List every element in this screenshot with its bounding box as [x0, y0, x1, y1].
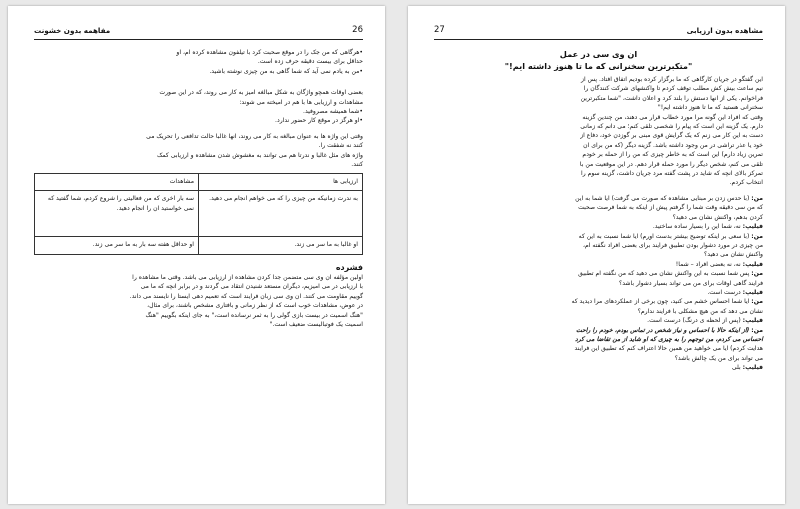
intro-line: نیم ساعت بیش کش مطلب توقف کردم تا واکنشهای شرکت کنندگان را: [583, 85, 763, 93]
dialogue-line: [434, 297, 763, 306]
intro-line: وقتی که افراد این گونه مرا مورد خطاب قرار می دهند، من چندین گزینه: [582, 113, 763, 121]
intro-line: تمرکز بالای انچه که شاید در پشت گفته مرد جریان داشت، گزینه سوم را: [581, 170, 763, 178]
table-cell: به ندرت زمانیکه من چیزی را که می خواهم انجام می دهید.: [199, 191, 363, 237]
dialogue-text: فرایند گاهی اوقات برای من می تواند بسیار دشوار باشد؟: [619, 279, 763, 287]
speaker-label: فیلیپ:: [742, 260, 763, 268]
dialogue-text: واکنش نشان می دهید؟: [704, 251, 763, 259]
table-cell: او حداقل هفته سه بار به ما سر می زند.: [35, 237, 199, 255]
dialogue-text: (با حدس زدن بر مبنایی مشاهده که صورت می گرفت) ایا شما به این: [575, 194, 750, 202]
dialogue-text: نه، نه بعضی افراد – شما!: [675, 260, 741, 268]
dialogue-line: [434, 335, 763, 344]
dialogue-line: [434, 288, 763, 297]
table-cell: سه بار اخری که من فعالیتی را شروع کردم، شما گفتید که نمی خواستید ان را انجام دهید.: [35, 191, 199, 237]
intro-line: تلقی می کنم، شخص دیگر را مورد حمله قرار دهم. در این موقعیت من با: [579, 160, 763, 168]
left-page-number: 26: [352, 25, 363, 35]
intro-line: دارم. یک گزینه این است که پیام را شخصی تلقی کنم؛ می دانم که زمانی: [580, 123, 763, 131]
bullet-line: •هرگاهی که من جک را در موقع صحبت کرد با تیلفون مشاهده کرده ام، او: [176, 49, 363, 56]
dialogue-line: [434, 250, 763, 259]
dialogue-line: [434, 316, 763, 325]
table-row: [35, 237, 363, 255]
paragraph-line: وقتی این واژه ها به عنوان مبالغه به کار می روند، انها غالبا حالت تدافعی را تحریک می: [146, 132, 363, 140]
table-row: [35, 191, 363, 237]
intro-line: تمرین زیاد دارم) این است که به خاطر چیزی که من را از حمله بر خودم: [582, 151, 763, 159]
bullet-line: حداقل برای بیست دقیقه حرف زده است.: [257, 58, 363, 66]
dialogue-text: بلی: [731, 364, 741, 372]
dialogue-text: می تواند برای من یک چالش باشد؟: [674, 354, 763, 362]
paragraph-line: مشاهدات و ارزیابی ها با هم در امیخته می شوند:: [239, 98, 363, 106]
left-page-body: [34, 48, 363, 329]
chapter-subtitle: ان وی سی در عمل: [559, 49, 638, 59]
right-page: [408, 6, 785, 504]
dialogue-line: [434, 307, 763, 316]
comparison-table: [34, 173, 363, 255]
dialogue-text: کردن بدهم، واکنش نشان می دهید؟: [672, 213, 763, 221]
table-header: ارزیابی ها: [199, 174, 363, 191]
summary-line: در عوض، مشاهدات خوب است که از نظر زمانی و بافتاری مشخص باشند، برای مثال،: [147, 302, 363, 310]
speaker-label: فیلیپ:: [742, 223, 763, 231]
table-header-row: [35, 174, 363, 191]
summary-line: گوییم مقاومت می کنند. ان وی سی زبان فرایند است که تعمیم دهی ایستا را نایسند می داند.: [129, 292, 363, 300]
bullet-line: •شما همیشه مصروفید.: [303, 108, 363, 116]
intro-line: دست به این کار می زنم که یک گرایش قوی مبنی بر گوزدن خود، دفاع از: [580, 132, 763, 140]
bullet-line: •من به یادم نمی آید که شما گاهی به من چیزی نوشته باشید.: [209, 67, 363, 75]
bullet-line: •او هرگز در موقع کار حضور ندارد.: [275, 117, 363, 125]
speaker-label: من:: [751, 232, 763, 240]
dialogue-text: پس شما نسبت به این واکنش نشان می دهید که من نگفته ام تطبیق: [578, 270, 750, 278]
speaker-label: من:: [751, 270, 763, 278]
dialogue-text: (از اینکه حالا با احساس و نیاز شخص در تماس بودم، خودم را راحت: [575, 326, 750, 334]
dialogue-text: که من سی دقیقه وقت شما را گرفتم پیش از اینکه به شما فرصت صحبت: [578, 204, 763, 212]
dialogue-line: [434, 194, 763, 203]
dialogue-text: احساس می کردم، من توجهم را به چیزی که او شاید از من تقاضا می کرد: [575, 335, 763, 343]
summary-line: "هنگ اسمیت در بیست بازی گولی را به ثمر نرسانده است،" به جای اینکه بگوییم "هنگ: [145, 311, 363, 319]
paragraph-line: کنند نه شفقت را.: [318, 142, 363, 150]
left-page: [8, 6, 385, 504]
dialogue-text: ایا شما احساس خشم می کنید، چون برخی از عملکردهای مرا دیدید که: [571, 298, 750, 306]
dialogue-line: [434, 241, 763, 250]
dialogue-text: من چیزی در مورد دشوار بودن تطبیق فرایند برای بعضی افراد نگفته ام،: [583, 241, 763, 249]
section-title: فشرده: [335, 263, 363, 273]
table-cell: او غالبا به ما سر می زند.: [199, 237, 363, 255]
right-page-body: [434, 48, 763, 373]
intro-line: این گفتگو در جریان کارگاهی که ما برگزار کرده بودیم اتفاق افتاد. پس از: [581, 76, 763, 83]
dialogue-line: [434, 269, 763, 278]
speaker-label: فیلیپ:: [742, 364, 763, 372]
dialogue-line: [434, 344, 763, 353]
table-header: مشاهدات: [35, 174, 199, 191]
intro-line: انتخاب کردم.: [729, 179, 763, 187]
right-page-header-title: مشاهده بدون ارزیابی: [686, 26, 763, 35]
speaker-label: من:: [751, 298, 763, 306]
paragraph-line: بعضی اوقات همچو واژگان به شکل مبالغه امیز به کار می روند، که در این صورت: [159, 89, 363, 97]
dialogue-text: (با سعی بر اینکه توضیح بیشتر بدست اورم) ایا شما نسبت به این که: [578, 232, 750, 240]
summary-line: اسمیت یک فوتبالیست ضعیف است.": [269, 320, 363, 328]
dialogue-line: [434, 232, 763, 241]
dialogue: [434, 194, 763, 373]
dialogue-line: [434, 260, 763, 269]
right-page-header: [434, 23, 763, 40]
dialogue-text: درست است.: [707, 288, 741, 296]
dialogue-line: [434, 213, 763, 222]
dialogue-line: [434, 222, 763, 231]
intro-line: سخنرانی هستید که ما تا هنوز داشته ایم!": [657, 104, 763, 112]
summary-line: با ارزیابی در می امیزیم، دیگران مستعد شنیدن انتقاد می گردند و در برابر انچه که ما می: [140, 283, 363, 291]
intro-line: فراخوانم. یکی از انها دستش را بلند کرد و اعلان داشت، "شما متکبرترین: [580, 94, 763, 102]
intro-paragraph: [434, 75, 763, 188]
dialogue-line: [434, 203, 763, 212]
dialogue-text: نشان می دهد که من هیچ مشکلی با فرایند ندارم؟: [637, 307, 763, 315]
intro-line: خود یا عذر تراشی در من وجود داشته باشد. گزینه دیگر (که من برای ان: [583, 141, 763, 149]
paragraph-line: کنند.: [351, 161, 363, 169]
left-page-header: [34, 23, 363, 40]
dialogue-text: هدایت کردم) ایا می خواهید من همین حالا اعتراف کنم که تطبیق این فرایند: [574, 345, 763, 353]
left-page-header-title: مفاهمه بدون خشونت: [34, 26, 111, 35]
speaker-label: من:: [751, 326, 763, 334]
chapter-title: "متکبرترین سخنرانی که ما تا هنوز داشته ایم!": [504, 61, 693, 71]
speaker-label: فیلیپ:: [742, 288, 763, 296]
dialogue-line: [434, 326, 763, 335]
dialogue-text: (پس از لحظه ی درنگ) درست است.: [647, 317, 741, 325]
right-page-number: 27: [434, 25, 445, 35]
summary-line: اولین مؤلفه ان وی سی متضمن جدا کردن مشاهده از ارزیابی می باشد. وقتی ما مشاهده را: [132, 273, 363, 281]
dialogue-line: [434, 354, 763, 363]
dialogue-text: نه، شما این را بسیار ساده ساختید.: [652, 223, 741, 231]
speaker-label: من:: [751, 194, 763, 202]
dialogue-line: [434, 363, 763, 372]
speaker-label: فیلیپ:: [742, 317, 763, 325]
dialogue-line: [434, 279, 763, 288]
paragraph-line: واژه های مثل غالبا و ندرتا هم می توانند به مغشوش شدن مشاهده و ارزیابی کمک: [156, 151, 363, 159]
